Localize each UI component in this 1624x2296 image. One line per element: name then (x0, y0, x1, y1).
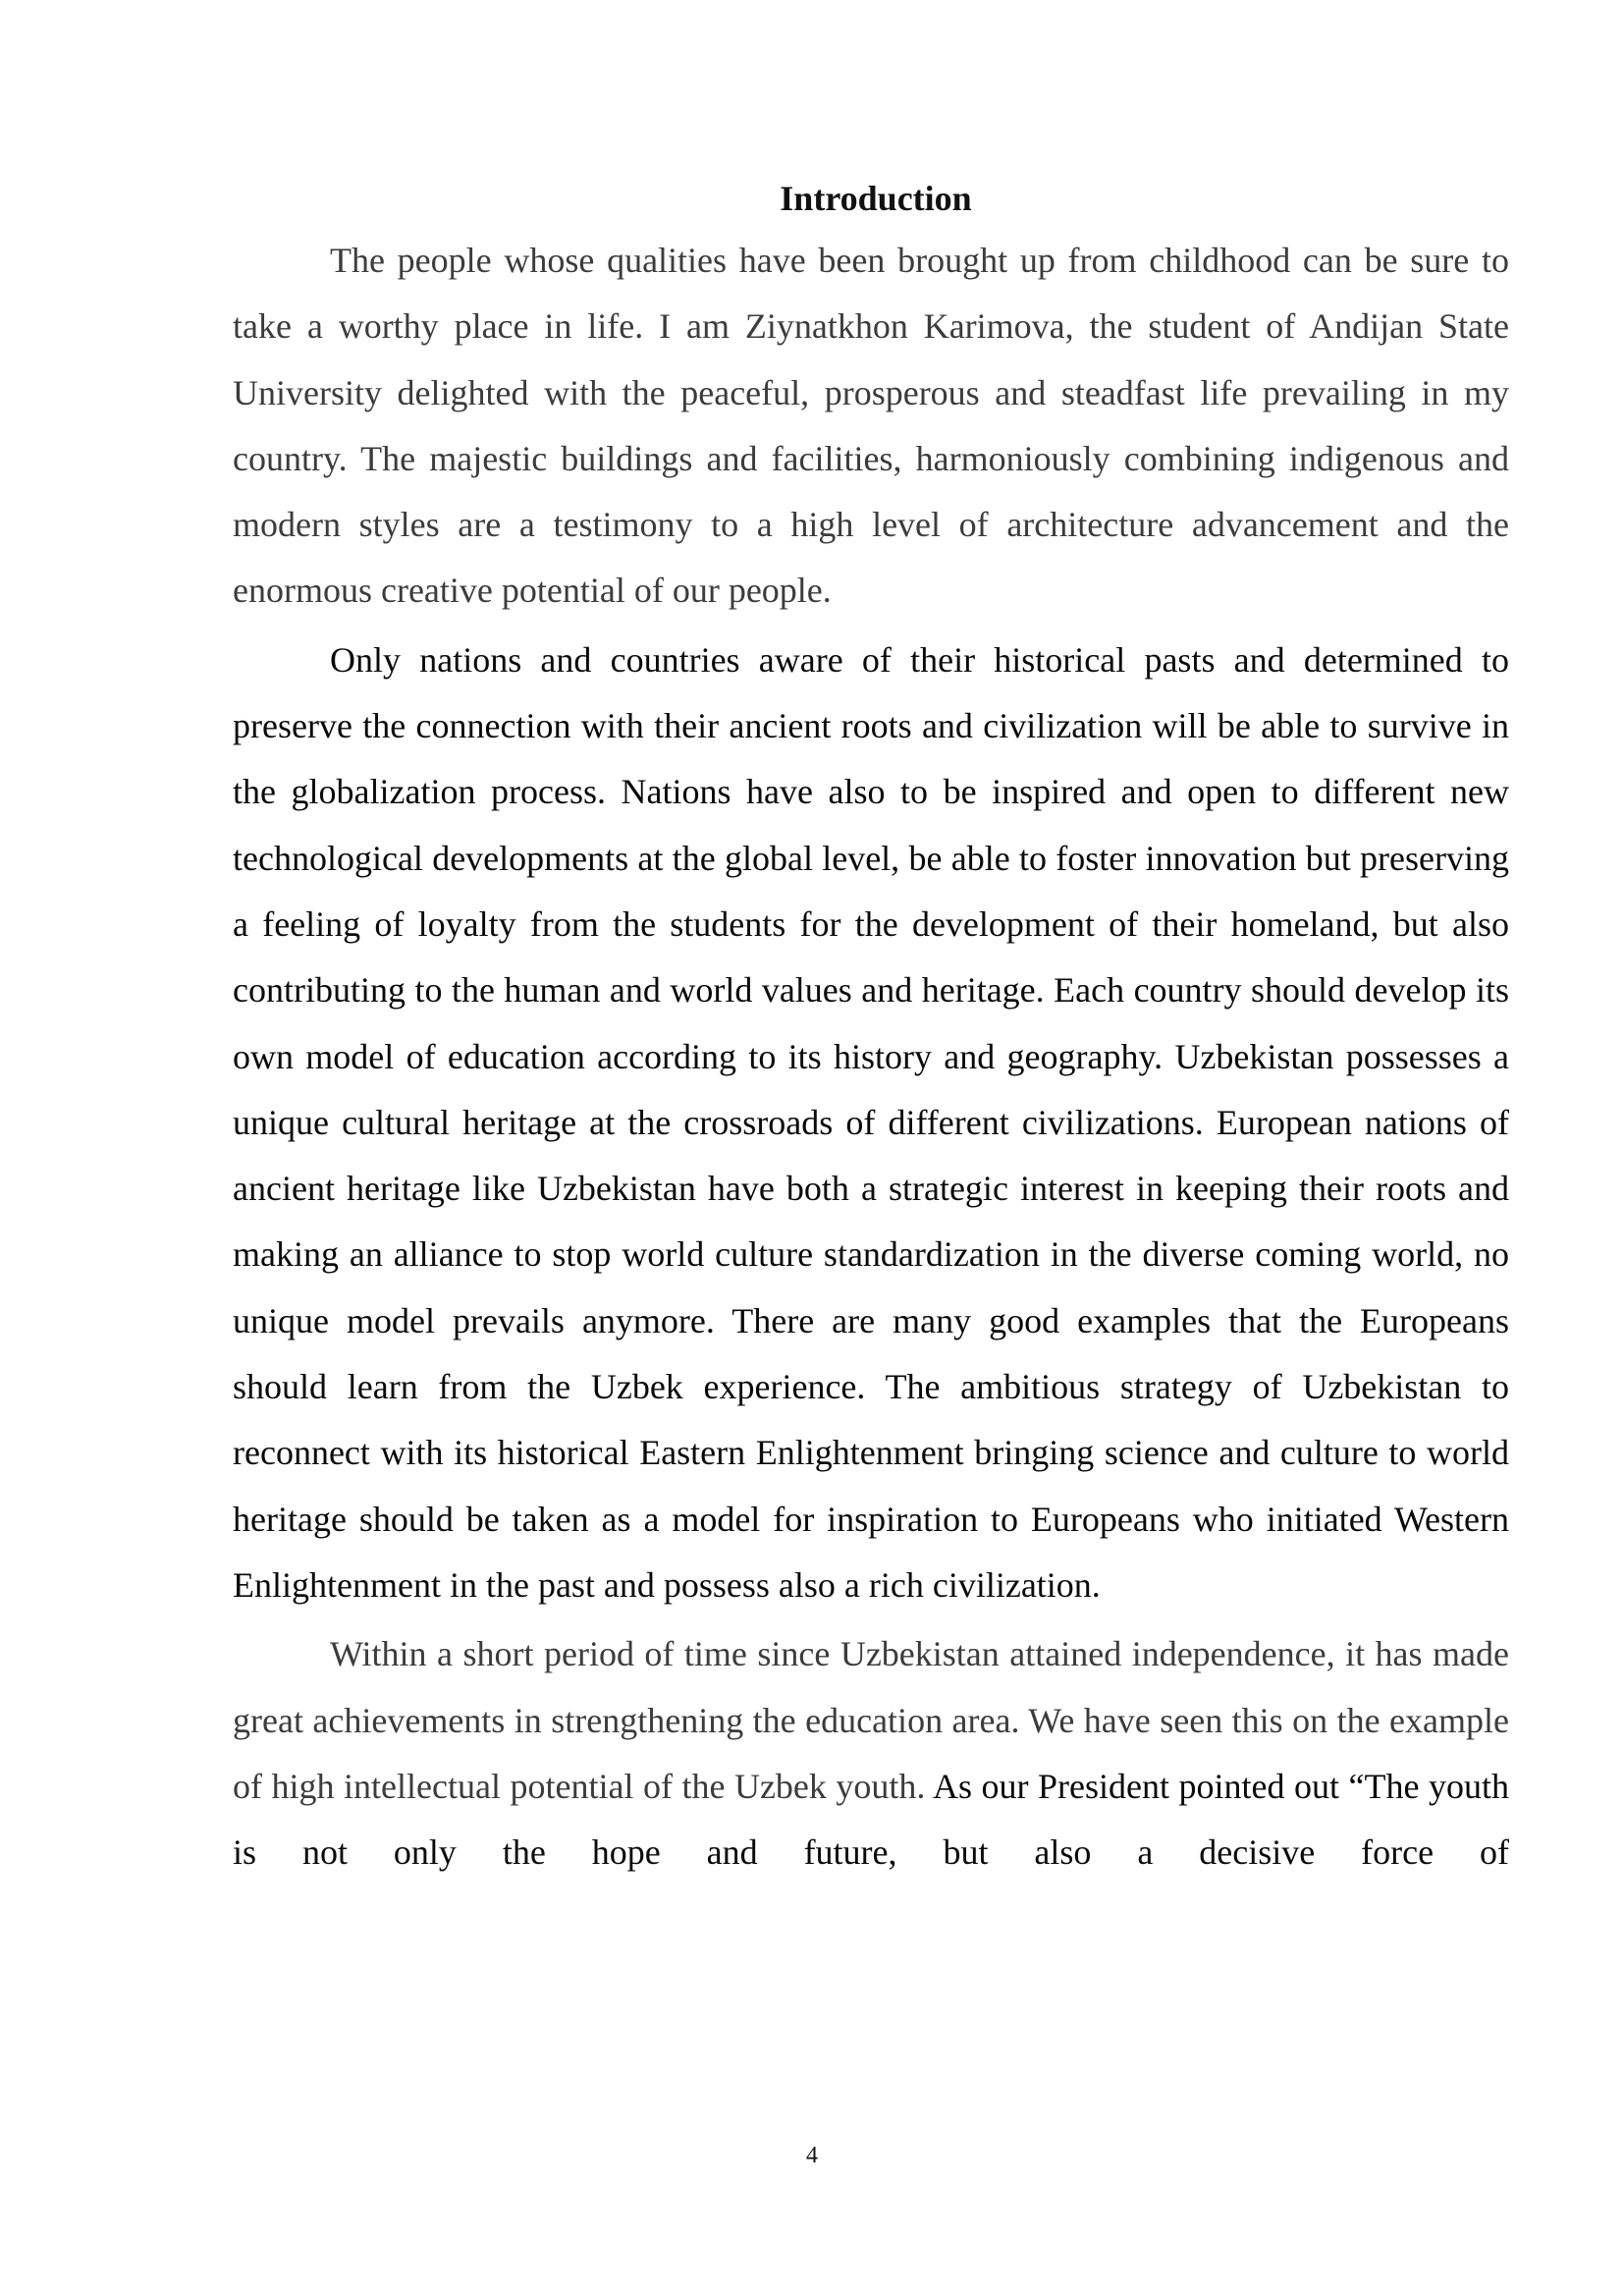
paragraph-3-part-1: Within a short period of time since Uzbekistan attained independence, it has made great achievements in strengthening the education area. We have seen this on the example of high intellectual potential of the Uzbek youth. (233, 1634, 1509, 1806)
page-number: 4 (806, 2143, 818, 2168)
page-content (233, 169, 1509, 1886)
paragraph-1: The people whose qualities have been brought up from childhood can be sure to take a worthy place in life. I am Ziynatkhon Karimova, the student of Andijan State University delighted with the peaceful, prosperous and steadfast life prevailing in my country. The majestic buildings and facilities, harmoniously combining indigenous and modern styles are a testimony to a high level of architecture advancement and the enormous creative potential of our people. (233, 241, 1509, 611)
paragraph-3-part-2: As our President pointed out “The youth is not only the hope and future, but also a decisive force of (233, 1766, 1509, 1873)
paragraph-3 (233, 1621, 1509, 1886)
paragraph-2: Only nations and countries aware of their historical pasts and determined to preserve the connection with their ancient roots and civilization will be able to survive in the globalization process. Nations have also to be inspired and open to different new technological developments at the global level, be able to foster innovation but preserving a feeling of loyalty from the students for the development of their homeland, but also contributing to the human and world values and heritage. Each country should develop its own model of education according to its history and geography. Uzbekistan possesses a unique cultural heritage at the crossroads of different civilizations. European nations of ancient heritage like Uzbekistan have both a strategic interest in keeping their roots and making an alliance to stop world culture standardization in the diverse coming world, no unique model prevails anymore. There are many good examples that the Europeans should learn from the Uzbek experience. The ambitious strategy of Uzbekistan to reconnect with its historical Eastern Enlightenment bringing science and culture to world heritage should be taken as a model for inspiration to Europeans who initiated Western Enlightenment in the past and possess also a rich civilization. (233, 639, 1509, 1605)
section-title: Introduction (780, 179, 972, 218)
